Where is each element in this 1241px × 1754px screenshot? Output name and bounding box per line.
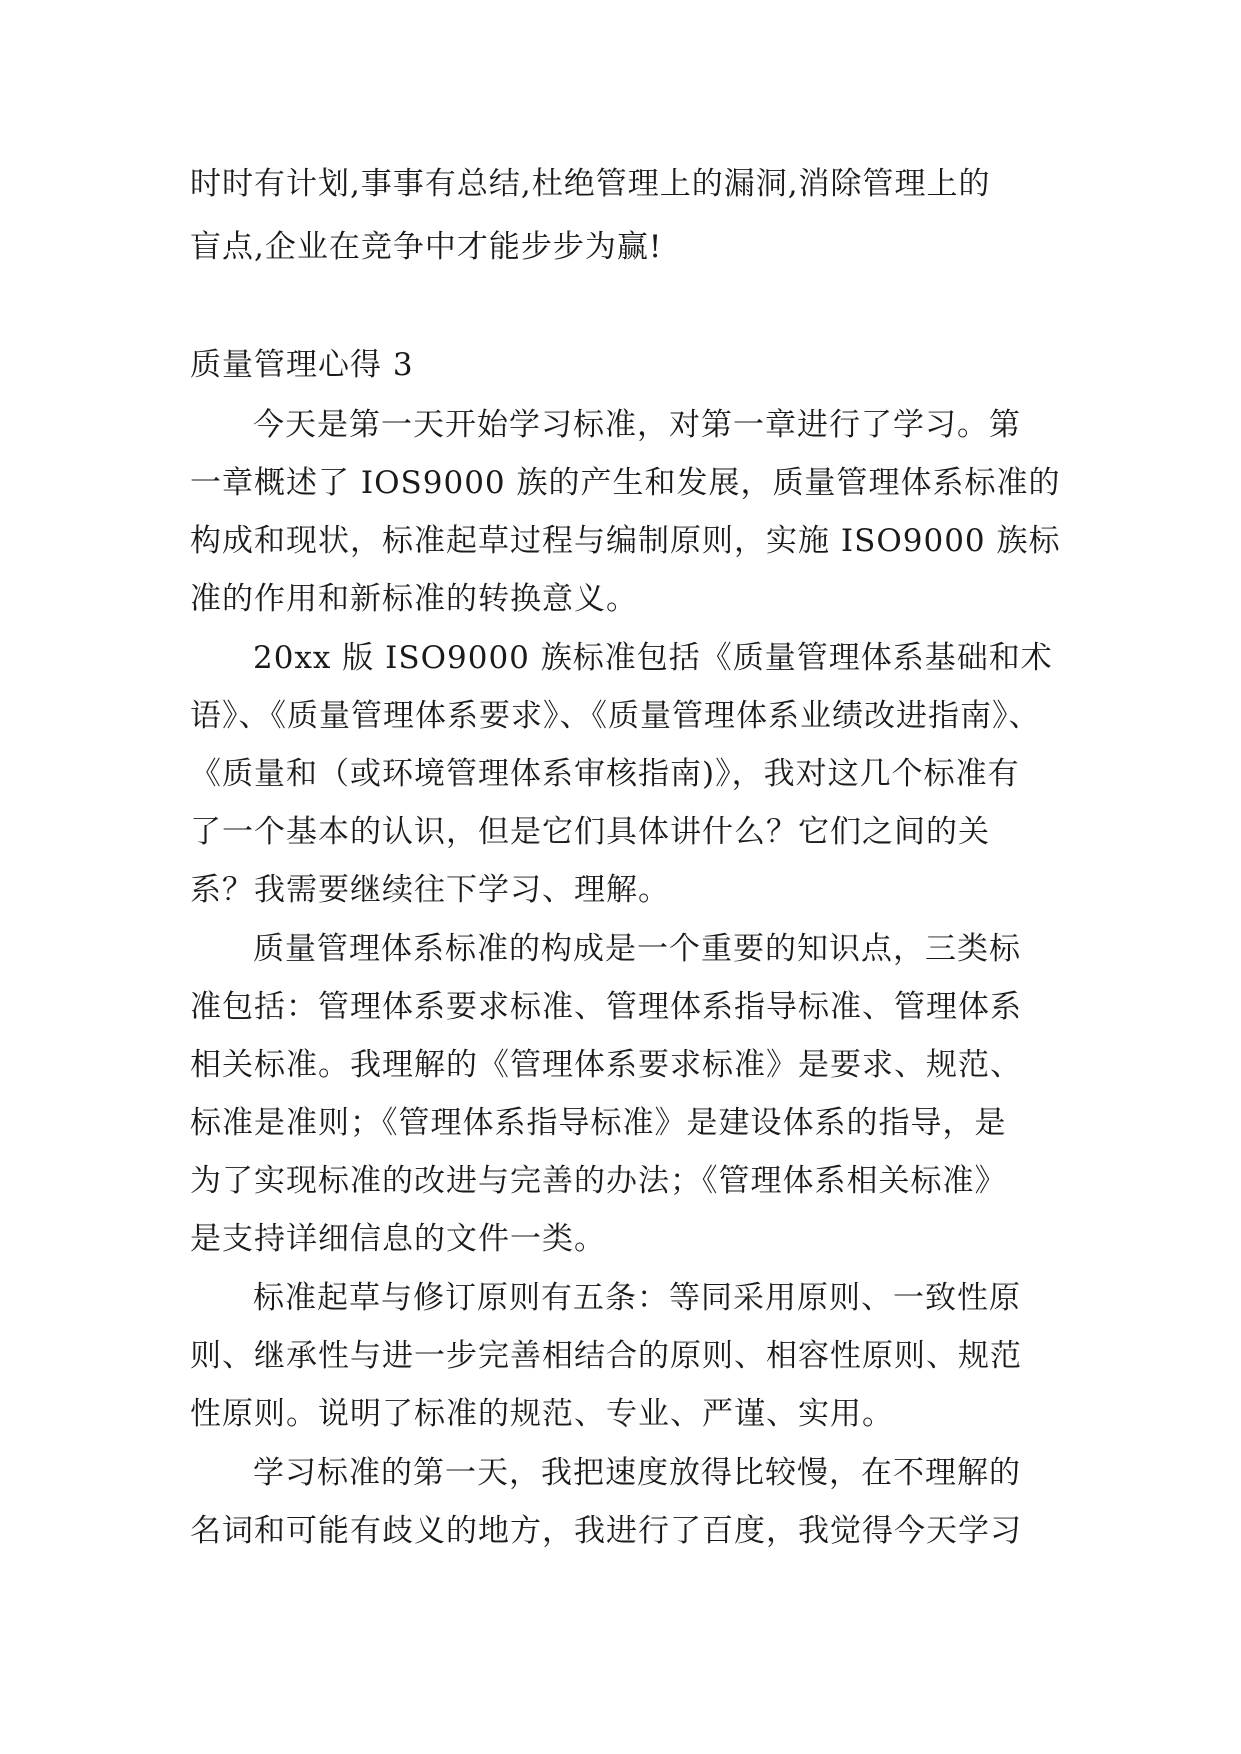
paragraph-3-line-4: 标准是准则；《管理体系指导标准》是建设体系的指导，是 (190, 1105, 1007, 1141)
paragraph-2-line-1: 20xx 版 ISO9000 族标准包括《质量管理体系基础和术 (253, 640, 1053, 676)
intro-line-2: 盲点,企业在竞争中才能步步为赢! (190, 229, 663, 265)
section-title: 质量管理心得 3 (190, 347, 414, 383)
paragraph-2-line-2: 语》、《质量管理体系要求》、《质量管理体系业绩改进指南》、 (190, 698, 1041, 734)
paragraph-3-line-6: 是支持详细信息的文件一类。 (190, 1221, 606, 1257)
paragraph-3-line-2: 准包括：管理体系要求标准、管理体系指导标准、管理体系 (190, 989, 1022, 1025)
paragraph-3-line-3: 相关标准。我理解的《管理体系要求标准》是要求、规范、 (190, 1047, 1022, 1083)
paragraph-3-line-5: 为了实现标准的改进与完善的办法；《管理体系相关标准》 (190, 1163, 1007, 1199)
paragraph-1-line-2: 一章概述了 IOS9000 族的产生和发展，质量管理体系标准的 (190, 465, 1061, 501)
paragraph-3-line-1: 质量管理体系标准的构成是一个重要的知识点，三类标 (253, 931, 1021, 967)
intro-line-1: 时时有计划,事事有总结,杜绝管理上的漏洞,消除管理上的 (190, 166, 991, 202)
paragraph-5-line-1: 学习标准的第一天，我把速度放得比较慢，在不理解的 (253, 1455, 1021, 1491)
paragraph-4-line-2: 则、继承性与进一步完善相结合的原则、相容性原则、规范 (190, 1338, 1022, 1374)
paragraph-1-line-1: 今天是第一天开始学习标准，对第一章进行了学习。第 (253, 407, 1021, 443)
paragraph-2-line-5: 系？我需要继续往下学习、理解。 (190, 872, 670, 908)
paragraph-5-line-2: 名词和可能有歧义的地方，我进行了百度，我觉得今天学习 (190, 1513, 1022, 1549)
paragraph-2-line-4: 了一个基本的认识，但是它们具体讲什么？它们之间的关 (190, 814, 990, 850)
paragraph-1-line-3: 构成和现状，标准起草过程与编制原则，实施 ISO9000 族标 (190, 523, 1061, 559)
paragraph-1-line-4: 准的作用和新标准的转换意义。 (190, 581, 638, 617)
paragraph-4-line-3: 性原则。说明了标准的规范、专业、严谨、实用。 (190, 1396, 894, 1432)
paragraph-2-line-3: 《质量和（或环境管理体系审核指南)》，我对这几个标准有 (190, 756, 1020, 792)
paragraph-4-line-1: 标准起草与修订原则有五条：等同采用原则、一致性原 (253, 1280, 1021, 1316)
